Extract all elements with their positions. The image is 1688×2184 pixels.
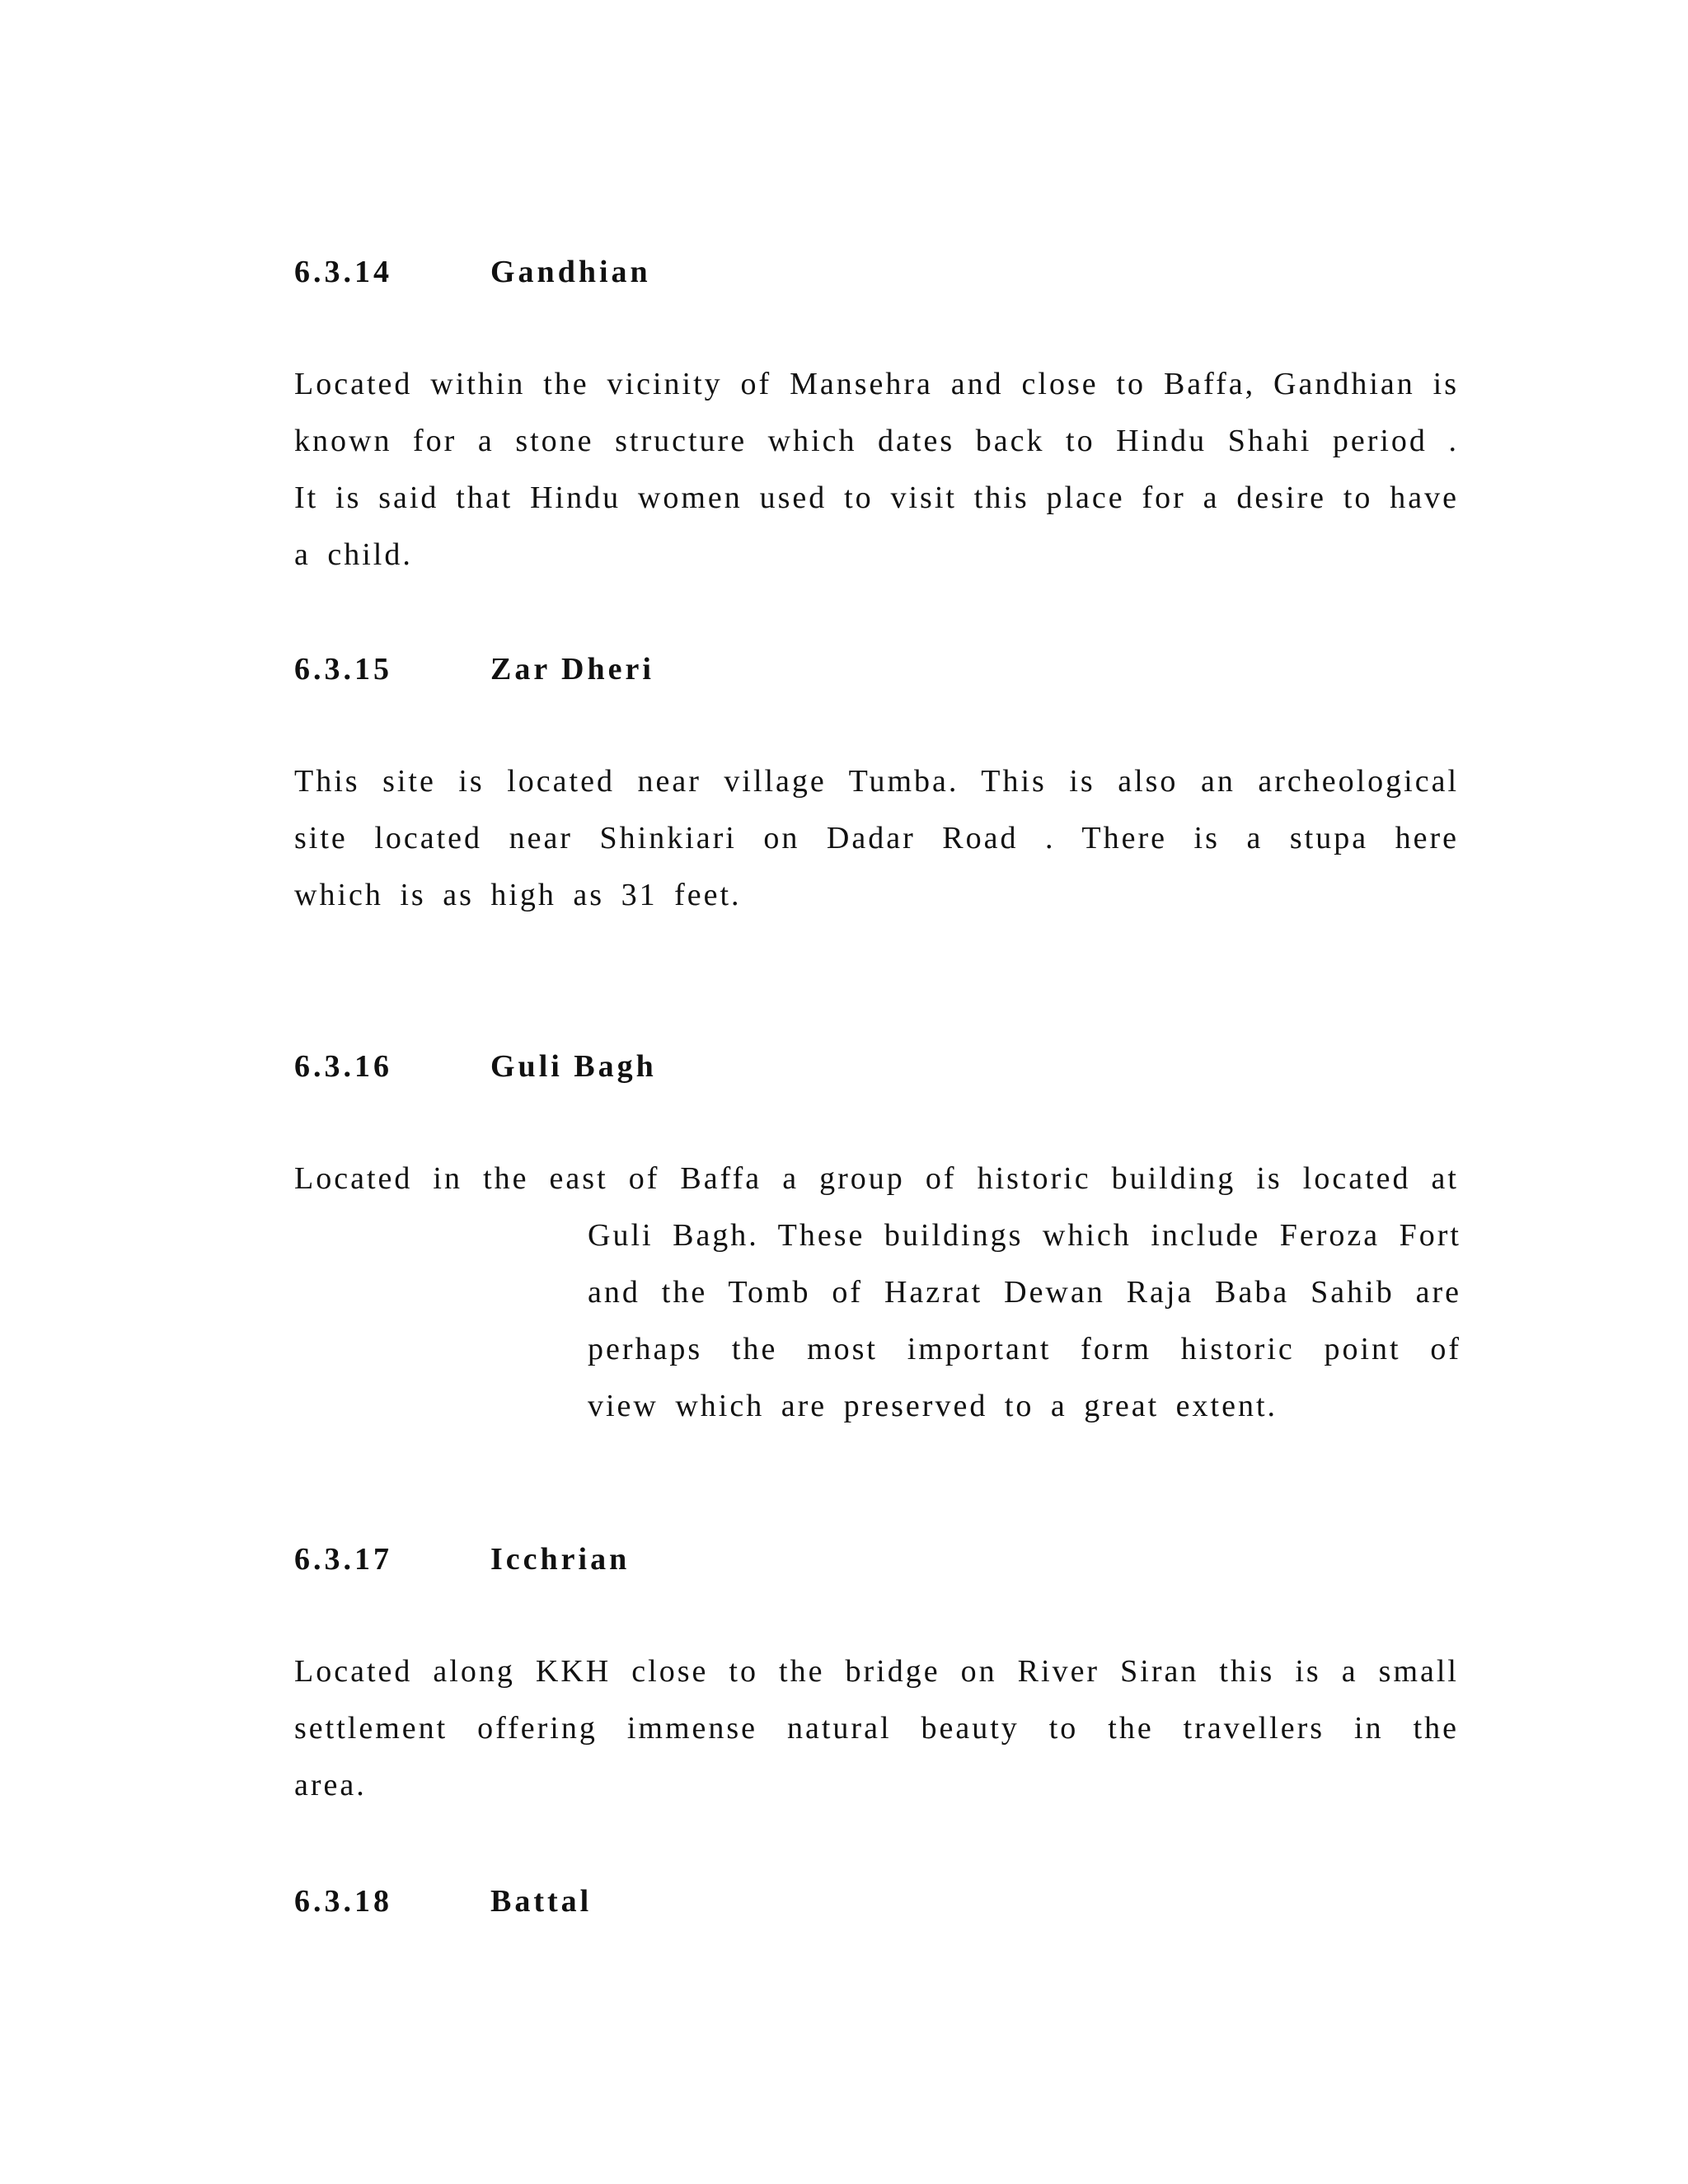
section-title: Guli Bagh <box>490 1049 657 1084</box>
body-line: settlement offering immense natural beauty to the travellers in the <box>294 1711 1459 1746</box>
body-line: This site is located near village Tumba. This is also an archeological <box>294 764 1459 799</box>
body-line: site located near Shinkiari on Dadar Road . There is a stupa here <box>294 821 1459 855</box>
body-line: and the Tomb of Hazrat Dewan Raja Baba Sahib are <box>588 1275 1461 1310</box>
body-line: It is said that Hindu women used to visit this place for a desire to have <box>294 480 1459 515</box>
body-line: area. <box>294 1768 367 1802</box>
section-body-icchrian <box>294 1643 1459 1814</box>
body-line: known for a stone structure which dates back to Hindu Shahi period . <box>294 424 1459 458</box>
body-line: view which are preserved to a great extent. <box>588 1389 1278 1423</box>
section-title: Icchrian <box>490 1542 631 1577</box>
section-body-zar-dheri <box>294 753 1459 924</box>
section-body-guli-bagh-indented <box>588 1207 1461 1435</box>
section-body-gandhian <box>294 356 1459 583</box>
section-title: Battal <box>490 1884 593 1919</box>
body-line: Located along KKH close to the bridge on River Siran this is a small <box>294 1654 1459 1689</box>
body-line: Located within the vicinity of Mansehra and close to Baffa, Gandhian is <box>294 367 1459 401</box>
body-line: a child. <box>294 537 413 572</box>
section-number: 6.3.14 <box>294 255 392 289</box>
body-line: Guli Bagh. These buildings which include Feroza Fort <box>588 1218 1461 1253</box>
section-number: 6.3.15 <box>294 652 392 687</box>
body-line: which is as high as 31 feet. <box>294 878 742 912</box>
section-number: 6.3.16 <box>294 1049 392 1084</box>
section-title: Zar Dheri <box>490 652 654 687</box>
body-line: perhaps the most important form historic point of <box>588 1332 1461 1366</box>
body-line: Located in the east of Baffa a group of historic building is located at <box>294 1161 1459 1196</box>
section-number: 6.3.17 <box>294 1542 392 1577</box>
section-number: 6.3.18 <box>294 1884 392 1919</box>
section-body-guli-bagh <box>294 1151 1459 1207</box>
section-title: Gandhian <box>490 255 651 289</box>
